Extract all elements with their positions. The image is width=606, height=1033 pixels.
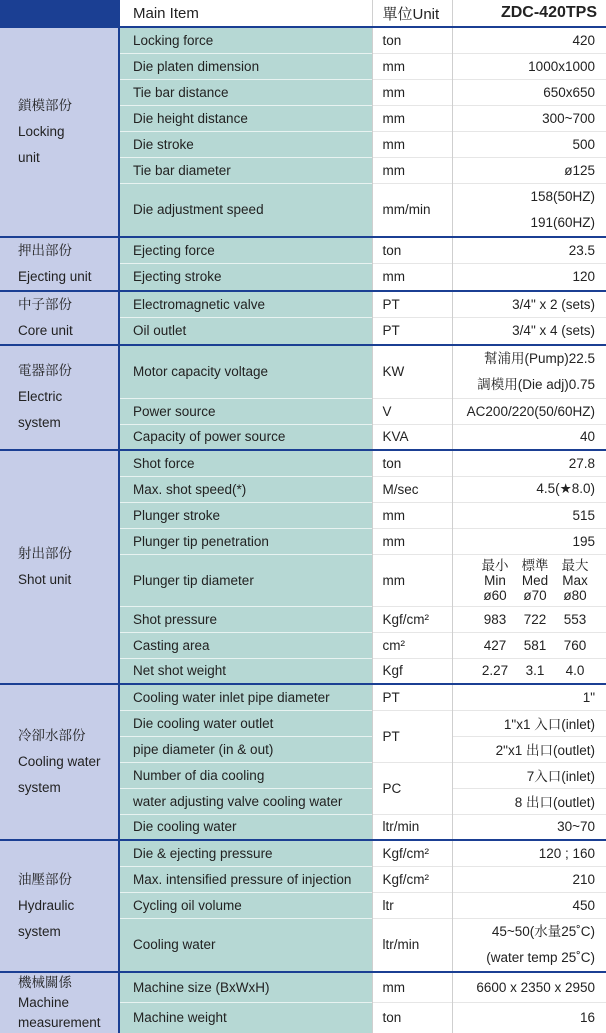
item-label: Ejecting stroke [119,264,372,291]
value-cell: 210 [452,866,606,892]
unit-cell: V [372,398,452,424]
unit-cell: PT [372,684,452,710]
value-cell: 40 [452,424,606,450]
item-label: Cooling water [119,918,372,972]
item-label: Net shot weight [119,658,372,684]
triple-label: 最小 [481,557,509,573]
unit-cell: mm/min [372,183,452,237]
value-cell: 300~700 [452,105,606,131]
triple-label: Med [521,572,549,588]
value-cell: 23.5 [452,237,606,264]
category-en: Shot unit [18,572,72,587]
value-line: (water temp 25˚C) [486,949,595,965]
category-electric [0,345,119,451]
item-label: Die adjustment speed [119,183,372,237]
item-label: Die & ejecting pressure [119,840,372,866]
item-label: Capacity of power source [119,424,372,450]
triple-label: Max [562,572,588,588]
unit-cell: M/sec [372,476,452,502]
unit-cell: mm [372,264,452,291]
unit-cell: Kgf/cm² [372,606,452,632]
triple-en [453,573,606,588]
spec-row [0,27,606,53]
category-zh: 冷卻水部份 [18,728,86,743]
value-cell [452,918,606,972]
item-label: Machine size (BxWxH) [119,972,372,1003]
item-label: Tie bar distance [119,79,372,105]
triple-value: 760 [563,637,587,653]
triple-values [453,588,606,603]
item-label: Cycling oil volume [119,892,372,918]
header-row [0,0,606,27]
unit-cell: mm [372,53,452,79]
value-cell: 1"x1 入口(inlet) [452,710,606,736]
value-cell: 1" [452,684,606,710]
category-zh: 射出部份 [18,546,72,561]
item-label: water adjusting valve cooling water [119,788,372,814]
item-label: Electromagnetic valve [119,291,372,318]
unit-cell: KVA [372,424,452,450]
spec-row [0,972,606,1003]
unit-cell: PT [372,291,452,318]
value-cell: 1000x1000 [452,53,606,79]
unit-cell: ltr/min [372,918,452,972]
value-line: 幫浦用(Pump)22.5 [483,350,595,366]
triple-value: 581 [523,637,547,653]
value-cell: 27.8 [452,450,606,476]
spec-row [0,684,606,710]
category-zh: 押出部份 [18,242,72,258]
triple-value: 427 [483,637,507,653]
item-label: Max. shot speed(*) [119,476,372,502]
unit-cell: Kgf [372,658,452,684]
value-cell: 120 [452,264,606,291]
spec-row [0,450,606,476]
unit-cell: mm [372,528,452,554]
item-label: Oil outlet [119,318,372,345]
category-zh: 機械關係 [18,974,72,990]
item-label: Die stroke [119,131,372,157]
category-en: Locking [18,123,65,139]
category-en: system [18,780,61,795]
triple-value: 3.1 [525,663,545,679]
header-main-item: Main Item [119,0,372,27]
triple-value: 722 [523,611,547,627]
value-cell: 16 [452,1002,606,1033]
unit-cell: mm [372,157,452,183]
value-line: 45~50(水量25˚C) [491,923,595,939]
item-label: Plunger stroke [119,502,372,528]
value-cell: 30~70 [452,814,606,840]
triple-values [453,612,606,627]
value-cell [452,554,606,606]
category-shot [0,450,119,684]
value-cell: 2"x1 出口(outlet) [452,736,606,762]
unit-cell: mm [372,79,452,105]
value-cell: 515 [452,502,606,528]
triple-value: ø70 [523,587,547,603]
triple-value: 4.0 [565,663,585,679]
value-cell: 450 [452,892,606,918]
value-cell: 500 [452,131,606,157]
category-en: Ejecting unit [18,268,92,284]
triple-zh [453,558,606,573]
category-zh: 中子部份 [18,296,72,312]
category-zh: 油壓部份 [18,871,72,887]
unit-cell: mm [372,554,452,606]
item-label: Plunger tip penetration [119,528,372,554]
value-cell: 650x650 [452,79,606,105]
triple-value: ø60 [483,587,507,603]
unit-cell: mm [372,131,452,157]
value-cell: 4.5(★8.0) [452,476,606,502]
value-cell: 8 出口(outlet) [452,788,606,814]
item-label: Die platen dimension [119,53,372,79]
category-en: unit [18,149,40,165]
item-label: Cooling water inlet pipe diameter [119,684,372,710]
item-label: Plunger tip diameter [119,554,372,606]
category-ejecting [0,237,119,291]
category-cooling [0,684,119,840]
unit-cell: Kgf/cm² [372,866,452,892]
category-zh: 電器部份 [18,363,72,379]
value-cell: ø125 [452,157,606,183]
value-line: 191(60HZ) [530,214,595,230]
value-line: 158(50HZ) [530,188,595,204]
category-en: system [18,415,61,431]
category-en: Cooling water [18,754,101,769]
unit-cell: ton [372,237,452,264]
item-label: Die cooling water outlet [119,710,372,736]
unit-cell: cm² [372,632,452,658]
category-machine [0,972,119,1033]
item-label: Max. intensified pressure of injection [119,866,372,892]
item-label: pipe diameter (in & out) [119,736,372,762]
category-hydraulic [0,840,119,972]
item-label: Casting area [119,632,372,658]
value-cell: 3/4" x 4 (sets) [452,318,606,345]
triple-label: Min [484,572,506,588]
unit-cell: ltr/min [372,814,452,840]
value-cell: 120 ; 160 [452,840,606,866]
item-label: Locking force [119,27,372,53]
value-cell [452,606,606,632]
value-cell: AC200/220(50/60HZ) [452,398,606,424]
category-core [0,291,119,345]
unit-cell: mm [372,502,452,528]
triple-values [453,663,606,678]
item-label: Motor capacity voltage [119,345,372,399]
category-en: Core unit [18,322,73,338]
spec-row [0,237,606,264]
category-en: Machine [18,994,70,1010]
value-cell [452,632,606,658]
triple-label: 標準 [521,557,549,573]
item-label: Tie bar diameter [119,157,372,183]
item-label: Ejecting force [119,237,372,264]
value-cell [452,658,606,684]
unit-cell: PT [372,710,452,762]
triple-value: 983 [483,611,507,627]
value-cell: 6600 x 2350 x 2950 [452,972,606,1003]
category-en: Electric [18,389,63,405]
item-label: Number of dia cooling [119,762,372,788]
triple-label: 最大 [561,557,589,573]
value-line: 調模用(Die adj)0.75 [477,376,595,392]
header-unit: 單位Unit [372,0,452,27]
unit-cell: ton [372,27,452,53]
category-en: Hydraulic [18,897,75,913]
header-blank [0,0,119,27]
unit-cell: Kgf/cm² [372,840,452,866]
unit-cell: ltr [372,892,452,918]
spec-row [0,345,606,399]
category-zh: 鎖模部份 [18,97,72,113]
header-model: ZDC-420TPS [452,0,606,27]
item-label: Power source [119,398,372,424]
category-en: measurement [18,1014,101,1030]
value-cell: 420 [452,27,606,53]
item-label: Shot pressure [119,606,372,632]
unit-cell: ton [372,450,452,476]
unit-cell: mm [372,972,452,1003]
value-cell [452,183,606,237]
unit-cell: PC [372,762,452,814]
unit-cell: KW [372,345,452,399]
triple-value: 553 [563,611,587,627]
spec-row [0,291,606,318]
triple-values [453,638,606,653]
item-label: Die height distance [119,105,372,131]
value-cell: 7入口(inlet) [452,762,606,788]
value-cell [452,345,606,399]
unit-cell: ton [372,1002,452,1033]
item-label: Shot force [119,450,372,476]
item-label: Die cooling water [119,814,372,840]
category-locking [0,27,119,237]
value-cell: 3/4" x 2 (sets) [452,291,606,318]
category-en: system [18,923,61,939]
spec-row [0,840,606,866]
unit-cell: PT [372,318,452,345]
unit-cell: mm [372,105,452,131]
triple-value: 2.27 [481,663,509,679]
triple-value: ø80 [563,587,587,603]
value-cell: 195 [452,528,606,554]
item-label: Machine weight [119,1002,372,1033]
